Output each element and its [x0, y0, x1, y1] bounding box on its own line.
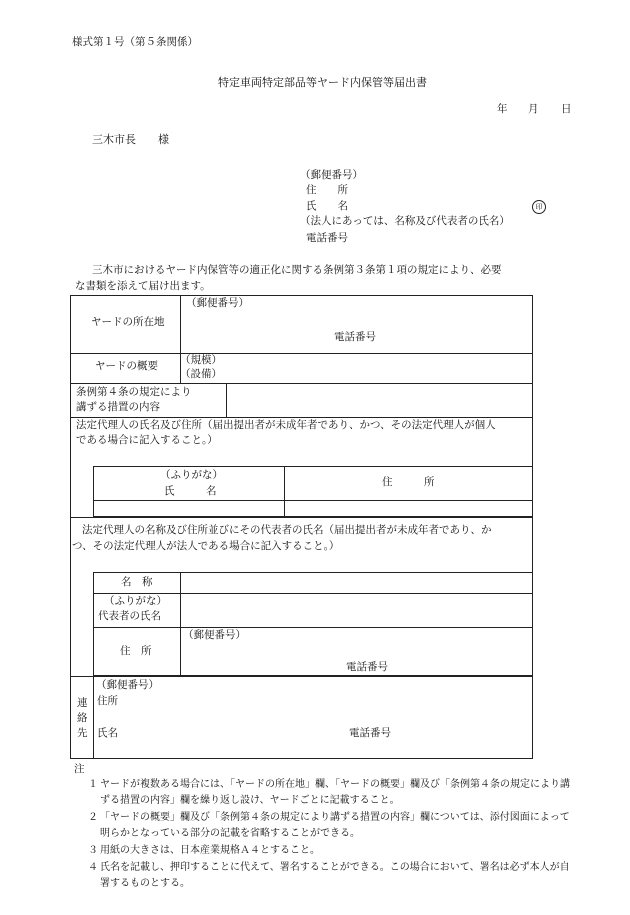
note-number: ３ [88, 845, 98, 856]
rep-furigana-label: （ふりがな） [104, 595, 167, 607]
contact-char-1: 連 [77, 697, 88, 709]
notes-heading: 注 [74, 763, 85, 775]
addressee: 三木市長 様 [92, 133, 169, 146]
corporate-note: （法人にあっては、名称及び代表者の氏名） [300, 215, 510, 227]
seal-mark: 印 [532, 200, 546, 214]
agent-individual-subtable [93, 466, 533, 517]
date-year: 年 [497, 103, 508, 115]
note-item [80, 860, 576, 892]
corp-name-label: 名 称 [121, 576, 153, 588]
rep-name-label: 代表者の氏名 [98, 610, 161, 622]
agent-corp-subtable [93, 572, 533, 676]
document-title: 特定車両特定部品等ヤード内保管等届出書 [218, 76, 427, 89]
contact-postal-label: （郵便番号） [96, 679, 159, 691]
contact-phone-label: 電話番号 [349, 727, 391, 739]
agent-corp-line-1: 法定代理人の名称及び住所並びにその代表者の氏名（届出提出者が未成年者であり、か [82, 524, 492, 536]
yard-phone-label: 電話番号 [334, 331, 376, 343]
contact-name-label: 氏名 [97, 727, 118, 739]
note-text: 用紙の大きさは、日本産業規格Ａ４とすること。 [100, 845, 320, 856]
note-text: 氏名を記載し、押印することに代えて、署名することができる。この場合において、署名は必ず本人が自署するものとする。 [100, 862, 570, 889]
measures-label-line-1: 条例第４条の規定により [76, 386, 192, 398]
note-item [80, 777, 576, 809]
date-month: 月 [528, 103, 539, 115]
agent-furigana-label: （ふりがな） [160, 469, 223, 481]
note-number: ４ [88, 862, 98, 873]
note-number: １ [88, 779, 98, 790]
form-number: 様式第１号（第５条関係） [72, 36, 198, 48]
corp-address-label: 住 所 [120, 645, 152, 657]
note-item [80, 843, 576, 859]
corp-postal-label: （郵便番号） [183, 629, 246, 641]
agent-name-label: 氏 名 [164, 485, 217, 497]
scale-label: （規模） [180, 354, 222, 366]
note-item [80, 810, 576, 842]
contact-char-3: 先 [77, 727, 88, 739]
note-text: ヤードが複数ある場合には、「ヤードの所在地」欄、「ヤードの概要」欄及び「条例第４条の規定により講ずる措置の内容」欄を繰り返し設け、ヤードごとに記載すること。 [100, 779, 570, 806]
intro-line-2: な書類を添えて届け出ます。 [75, 280, 211, 292]
agent-individual-line-1: 法定代理人の氏名及び住所（届出提出者が未成年者であり、かつ、その法定代理人が個人 [76, 419, 496, 431]
corp-phone-label: 電話番号 [346, 661, 388, 673]
agent-corp-line-2: つ、その法定代理人が法人である場合に記入すること。） [72, 540, 340, 552]
applicant-postal: （郵便番号） [300, 169, 363, 181]
yard-postal-label: （郵便番号） [186, 297, 249, 309]
yard-overview-label: ヤードの概要 [95, 360, 158, 372]
note-number: ２ [88, 812, 98, 823]
note-text: 「ヤードの概要」欄及び「条例第４条の規定により講ずる措置の内容」欄については、添付図面によって明らかとなっている部分の記載を省略することができる。 [100, 812, 570, 839]
applicant-phone-label: 電話番号 [306, 232, 348, 244]
applicant-name-label: 氏 名 [306, 200, 348, 212]
contact-char-2: 絡 [77, 712, 88, 724]
agent-address-label: 住 所 [382, 476, 435, 488]
applicant-address-label: 住 所 [306, 184, 348, 196]
intro-line-1: 三木市におけるヤード内保管等の適正化に関する条例第３条第１項の規定により、必要 [92, 264, 502, 276]
contact-address-label: 住所 [97, 695, 118, 707]
yard-location-label: ヤードの所在地 [91, 316, 165, 328]
equipment-label: （設備） [180, 368, 222, 380]
date-day: 日 [561, 103, 572, 115]
agent-individual-line-2: である場合に記入すること。） [76, 434, 218, 446]
measures-label-line-2: 講ずる措置の内容 [76, 401, 160, 413]
